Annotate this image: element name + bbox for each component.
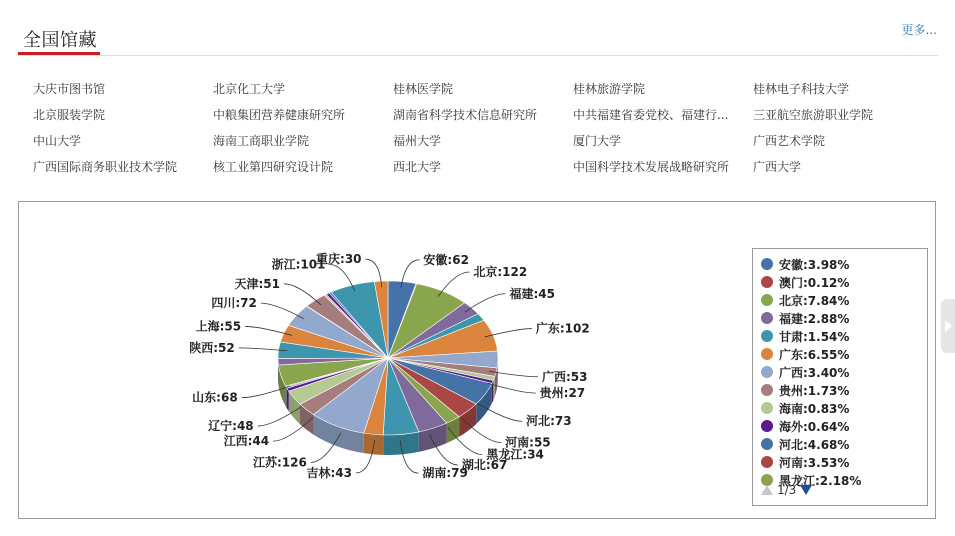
legend-swatch [761, 438, 773, 450]
legend-swatch [761, 348, 773, 360]
slice-data-label: 河北:73 [526, 414, 572, 429]
title-divider [18, 55, 938, 56]
legend-swatch [761, 420, 773, 432]
slice-data-label: 浙江:101 [271, 257, 326, 272]
slice-data-label: 贵州:27 [539, 386, 586, 401]
legend-label: 海南:0.83% [779, 401, 850, 416]
slice-data-label: 北京:122 [473, 265, 528, 280]
legend-item[interactable] [761, 363, 921, 381]
legend-next-icon[interactable] [800, 485, 812, 495]
legend-item[interactable] [761, 291, 921, 309]
legend-swatch [761, 294, 773, 306]
legend-label: 广东:6.55% [779, 347, 850, 362]
institution-link[interactable]: 大庆市图书馆 [33, 82, 106, 96]
slice-data-label: 福建:45 [509, 286, 555, 301]
legend-item[interactable] [761, 417, 921, 435]
legend-swatch [761, 330, 773, 342]
legend-swatch [761, 366, 773, 378]
legend-swatch [761, 276, 773, 288]
institution-link[interactable]: 西北大学 [393, 160, 442, 174]
pie-slice-side [364, 433, 383, 455]
legend-item[interactable] [761, 327, 921, 345]
legend-item[interactable] [761, 453, 921, 471]
legend-pager [761, 483, 812, 497]
legend-label: 福建:2.88% [779, 311, 850, 326]
institution-link[interactable]: 桂林电子科技大学 [753, 82, 850, 96]
institution-row [33, 106, 933, 132]
legend-item[interactable] [761, 399, 921, 417]
legend-label: 河北:4.68% [779, 437, 850, 452]
pie-slice-side [492, 380, 493, 403]
legend-item[interactable] [761, 435, 921, 453]
legend-prev-icon[interactable] [761, 485, 773, 495]
legend-label: 澳门:0.12% [779, 275, 850, 290]
slice-data-label: 湖南:79 [422, 466, 468, 481]
institution-link[interactable]: 三亚航空旅游职业学院 [753, 108, 874, 122]
legend-label: 安徽:3.98% [779, 257, 850, 272]
legend-item[interactable] [761, 255, 921, 273]
institution-link[interactable]: 核工业第四研究设计院 [213, 160, 334, 174]
legend-swatch [761, 312, 773, 324]
legend-swatch [761, 384, 773, 396]
pie-slice-side [287, 388, 289, 411]
slice-data-label: 重庆:30 [316, 252, 362, 267]
institution-link[interactable]: 中山大学 [33, 134, 82, 148]
legend-swatch [761, 402, 773, 414]
institution-link[interactable]: 海南工商职业学院 [213, 134, 310, 148]
institution-grid [33, 80, 933, 184]
slice-data-label: 黑龙江:34 [486, 447, 544, 462]
slice-data-label: 安徽:62 [423, 252, 469, 267]
slice-data-label: 上海:55 [195, 319, 242, 334]
pie-slice-side [286, 387, 287, 408]
institution-link[interactable]: 厦门大学 [573, 134, 622, 148]
chart-panel [18, 201, 936, 519]
institution-link[interactable]: 中粮集团营养健康研究所 [213, 108, 346, 122]
slice-data-label: 江西:44 [223, 434, 270, 449]
legend-label: 海外:0.64% [779, 419, 850, 434]
legend-label: 贵州:1.73% [779, 383, 850, 398]
section-title: 全国馆藏 [23, 30, 97, 51]
slice-data-label: 陕西:52 [189, 340, 235, 355]
institution-link[interactable]: 中国科学技术发展战略研究所 [573, 160, 730, 174]
legend-swatch [761, 258, 773, 270]
chevron-right-icon [945, 320, 952, 332]
institution-link[interactable]: 广西国际商务职业技术学院 [33, 160, 178, 174]
slice-data-label: 广东:102 [535, 321, 590, 336]
institution-link[interactable]: 广西艺术学院 [753, 134, 826, 148]
pie-slice-side [383, 432, 419, 455]
legend-label: 黑龙江:2.18% [779, 473, 862, 488]
side-expand-tab[interactable] [941, 299, 955, 353]
slice-data-label: 河南:55 [505, 435, 551, 450]
institution-link[interactable]: 中共福建省委党校、福建行... [573, 108, 729, 122]
slice-data-label: 山东:68 [192, 390, 238, 405]
legend-swatch [761, 456, 773, 468]
slice-data-label: 湖北:67 [461, 458, 508, 473]
slice-data-label: 天津:51 [234, 276, 280, 291]
legend-page-indicator: 1/3 [777, 483, 797, 497]
slice-data-label: 吉林:43 [306, 465, 353, 480]
legend-label: 广西:3.40% [779, 365, 850, 380]
slice-data-label: 广西:53 [541, 369, 588, 384]
pie-slice-side [286, 386, 287, 407]
institution-link[interactable]: 桂林旅游学院 [573, 82, 646, 96]
institution-link[interactable]: 北京化工大学 [213, 82, 286, 96]
legend-item[interactable] [761, 381, 921, 399]
institution-link[interactable]: 桂林医学院 [393, 82, 454, 96]
legend-label: 河南:3.53% [779, 455, 850, 470]
slice-data-label: 江苏:126 [252, 455, 307, 470]
institution-row [33, 132, 933, 158]
institution-link[interactable]: 福州大学 [393, 134, 442, 148]
legend-label: 北京:7.84% [779, 293, 850, 308]
more-link[interactable]: 更多... [901, 23, 937, 37]
legend-label: 甘肃:1.54% [779, 329, 850, 344]
slice-data-label: 辽宁:48 [208, 419, 254, 434]
legend-item[interactable] [761, 345, 921, 363]
institution-link[interactable]: 湖南省科学技术信息研究所 [393, 108, 538, 122]
institution-row [33, 158, 933, 184]
slice-data-label: 四川:72 [211, 296, 257, 311]
institution-row [33, 80, 933, 106]
legend-item[interactable] [761, 309, 921, 327]
chart-legend [752, 248, 928, 506]
legend-item[interactable] [761, 273, 921, 291]
institution-link[interactable]: 广西大学 [753, 160, 802, 174]
legend-items [761, 255, 921, 488]
institution-link[interactable]: 北京服装学院 [33, 108, 106, 122]
